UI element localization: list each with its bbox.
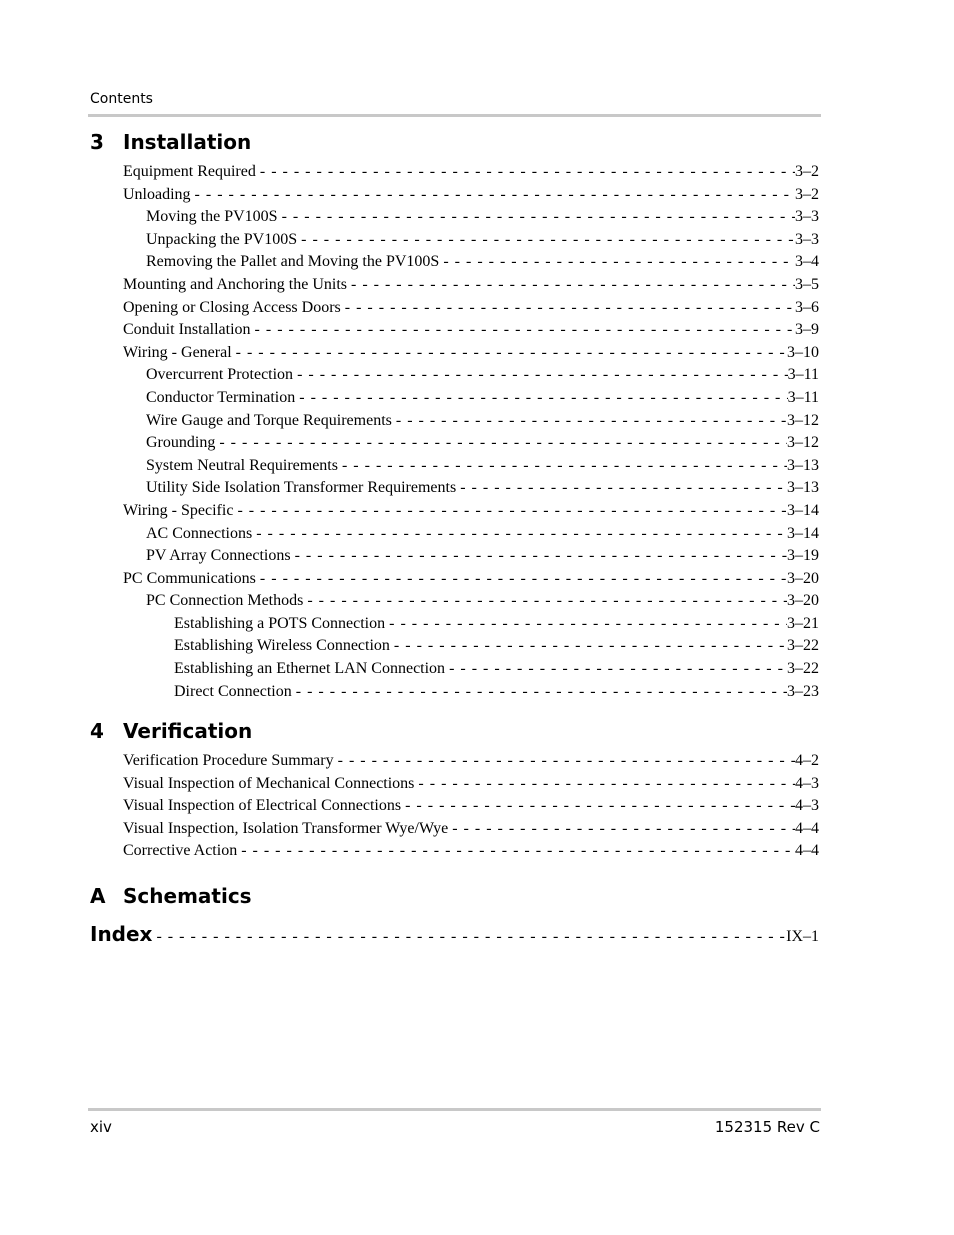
toc-index (90, 922, 819, 946)
dot-leader (303, 590, 787, 613)
toc-entry-title: Unloading (123, 185, 191, 203)
toc-entry-title: Establishing a POTS Connection (174, 614, 386, 632)
dot-leader (334, 750, 795, 773)
running-header: Contents (90, 91, 153, 107)
dot-leader (256, 568, 787, 591)
toc-entry[interactable] (90, 795, 819, 818)
toc-entry[interactable] (90, 681, 819, 704)
toc-entry-title: System Neutral Requirements (146, 456, 338, 474)
section-number: 3 (90, 130, 104, 154)
section-heading (90, 882, 819, 910)
toc-entry-title: Corrective Action (123, 842, 238, 860)
toc-entry[interactable] (90, 251, 819, 274)
toc-entry[interactable] (90, 274, 819, 297)
dot-leader (278, 206, 795, 229)
toc-entry[interactable] (90, 840, 819, 863)
section-title: Verification (123, 719, 253, 743)
dot-leader (191, 184, 795, 207)
toc-entry-title: Wiring - Specific (123, 501, 234, 519)
toc-entry-title: Moving the PV100S (146, 208, 278, 226)
toc-entry[interactable] (90, 523, 819, 546)
toc-entry-page: 3–22 (787, 660, 819, 678)
toc-entry-page: 3–11 (787, 388, 819, 406)
toc-section-installation (90, 128, 819, 703)
toc-entry-page: 3–20 (787, 592, 819, 610)
toc-entry-page: 3–14 (787, 501, 819, 519)
toc-entry-title: Conductor Termination (146, 388, 296, 406)
toc-entry-title: Equipment Required (123, 163, 256, 180)
section-title: Schematics (123, 884, 252, 908)
section-number: 4 (90, 719, 104, 743)
toc-entry-title: Direct Connection (174, 682, 292, 700)
toc-entry-title: Unpacking the PV100S (146, 230, 298, 248)
dot-leader (439, 251, 795, 274)
toc-entry-page: 3–6 (795, 298, 819, 316)
footer-divider (88, 1108, 821, 1111)
toc-entry-page: 4–4 (795, 842, 819, 860)
toc-entry-page: 4–4 (795, 819, 819, 837)
toc-entry-page: 3–21 (787, 614, 819, 632)
header-divider (88, 114, 821, 117)
toc-entry-page: 3–12 (787, 411, 819, 429)
toc-entry-title: Establishing Wireless Connection (174, 637, 390, 655)
dot-leader (215, 432, 787, 455)
index-page-number: IX–1 (786, 928, 819, 945)
toc-entry[interactable] (90, 773, 819, 796)
toc-entry-page: 3–12 (787, 434, 819, 452)
dot-leader (152, 928, 786, 946)
toc-entry-page: 3–20 (787, 569, 819, 587)
dot-leader (252, 523, 787, 546)
toc-entry-page: 3–3 (795, 208, 819, 226)
toc-entry-page: 3–4 (795, 253, 819, 271)
toc-entry-page: 3–14 (787, 524, 819, 542)
footer-page-number: xiv (90, 1118, 112, 1136)
toc-entry-page: 4–3 (795, 774, 819, 792)
toc-entry[interactable] (90, 364, 819, 387)
dot-leader (341, 297, 795, 320)
toc-entry-list (90, 161, 819, 703)
toc-entry-title: Removing the Pallet and Moving the PV100S (146, 253, 440, 271)
dot-leader (293, 364, 788, 387)
toc-entry[interactable] (90, 161, 819, 184)
dot-leader (392, 410, 787, 433)
toc-entry-page: 3–23 (787, 682, 819, 700)
toc-entry[interactable] (90, 750, 819, 773)
toc-entry-title: Verification Procedure Summary (123, 752, 334, 769)
toc-entry-page: 3–13 (787, 479, 819, 497)
toc-entry-page: 3–19 (787, 547, 819, 565)
dot-leader (445, 658, 787, 681)
dot-leader (233, 500, 787, 523)
toc-entry-page: 3–3 (795, 230, 819, 248)
section-number: A (90, 884, 106, 908)
toc-entry[interactable] (90, 342, 819, 365)
toc-entry[interactable] (90, 432, 819, 455)
toc-section-verification (90, 717, 819, 863)
toc-entry-title: Conduit Installation (123, 321, 251, 339)
toc-entry-page: 3–2 (795, 163, 819, 180)
toc-entry-title: Visual Inspection of Mechanical Connections (123, 774, 415, 792)
toc-entry-title: Wire Gauge and Torque Requirements (146, 411, 392, 429)
toc-entry-title: Opening or Closing Access Doors (123, 298, 341, 316)
dot-leader (291, 545, 787, 568)
dot-leader (401, 795, 795, 818)
toc-entry-title: PC Communications (123, 569, 256, 587)
dot-leader (237, 840, 795, 863)
toc-entry-page: 3–10 (787, 343, 819, 361)
dot-leader (297, 229, 795, 252)
toc-entry-title: Mounting and Anchoring the Units (123, 275, 347, 293)
toc-entry[interactable] (90, 658, 819, 681)
toc-entry-page: 3–11 (787, 366, 819, 384)
toc-entry-title: Overcurrent Protection (146, 366, 294, 384)
dot-leader (347, 274, 795, 297)
toc-entry[interactable] (90, 818, 819, 841)
toc-entry[interactable] (90, 410, 819, 433)
toc-entry-title: PV Array Connections (146, 547, 291, 565)
section-title: Installation (123, 130, 252, 154)
toc-entry-title: Visual Inspection, Isolation Transformer Wye/Wye (123, 819, 449, 837)
dot-leader (292, 681, 787, 704)
toc-entry[interactable] (90, 184, 819, 207)
toc-entry[interactable] (90, 613, 819, 636)
toc-entry-title: PC Connection Methods (146, 592, 304, 610)
dot-leader (414, 773, 795, 796)
toc-entry[interactable] (90, 319, 819, 342)
section-heading (90, 128, 819, 156)
dot-leader (456, 477, 787, 500)
index-title: Index (90, 922, 153, 946)
toc-entry-page: 3–22 (787, 637, 819, 655)
toc-entry-page: 3–2 (795, 185, 819, 203)
toc-entry[interactable] (90, 568, 819, 591)
toc-entry[interactable] (90, 206, 819, 229)
dot-leader (390, 635, 787, 658)
toc-entry-title: Visual Inspection of Electrical Connections (123, 797, 402, 815)
index-entry[interactable] (90, 922, 819, 946)
toc-entry-page: 4–2 (795, 752, 819, 769)
toc-entry-title: Grounding (146, 434, 216, 452)
dot-leader (256, 161, 795, 184)
toc-entry[interactable] (90, 455, 819, 478)
toc-entry-title: Establishing an Ethernet LAN Connection (174, 660, 446, 678)
section-heading (90, 717, 819, 745)
dot-leader (338, 455, 787, 478)
toc-entry[interactable] (90, 297, 819, 320)
toc-entry-page: 3–9 (795, 321, 819, 339)
dot-leader (448, 818, 795, 841)
toc-entry[interactable] (90, 477, 819, 500)
toc-entry-title: AC Connections (146, 524, 253, 542)
toc-entry-page: 3–5 (795, 275, 819, 293)
toc-entry-page: 3–13 (787, 456, 819, 474)
toc-entry-title: Utility Side Isolation Transformer Requirements (146, 479, 457, 497)
toc-entry-list (90, 750, 819, 863)
toc-entry[interactable] (90, 387, 819, 410)
toc-entry[interactable] (90, 545, 819, 568)
footer-doc-id: 152315 Rev C (714, 1118, 820, 1136)
toc-entry[interactable] (90, 229, 819, 252)
toc-entry-page: 4–3 (795, 797, 819, 815)
dot-leader (385, 613, 787, 636)
toc-entry[interactable] (90, 635, 819, 658)
toc-entry[interactable] (90, 590, 819, 613)
toc-section-schematics (90, 882, 819, 910)
dot-leader (295, 387, 787, 410)
toc-entry[interactable] (90, 500, 819, 523)
dot-leader (251, 319, 795, 342)
dot-leader (232, 342, 787, 365)
toc-entry-title: Wiring - General (123, 343, 232, 361)
